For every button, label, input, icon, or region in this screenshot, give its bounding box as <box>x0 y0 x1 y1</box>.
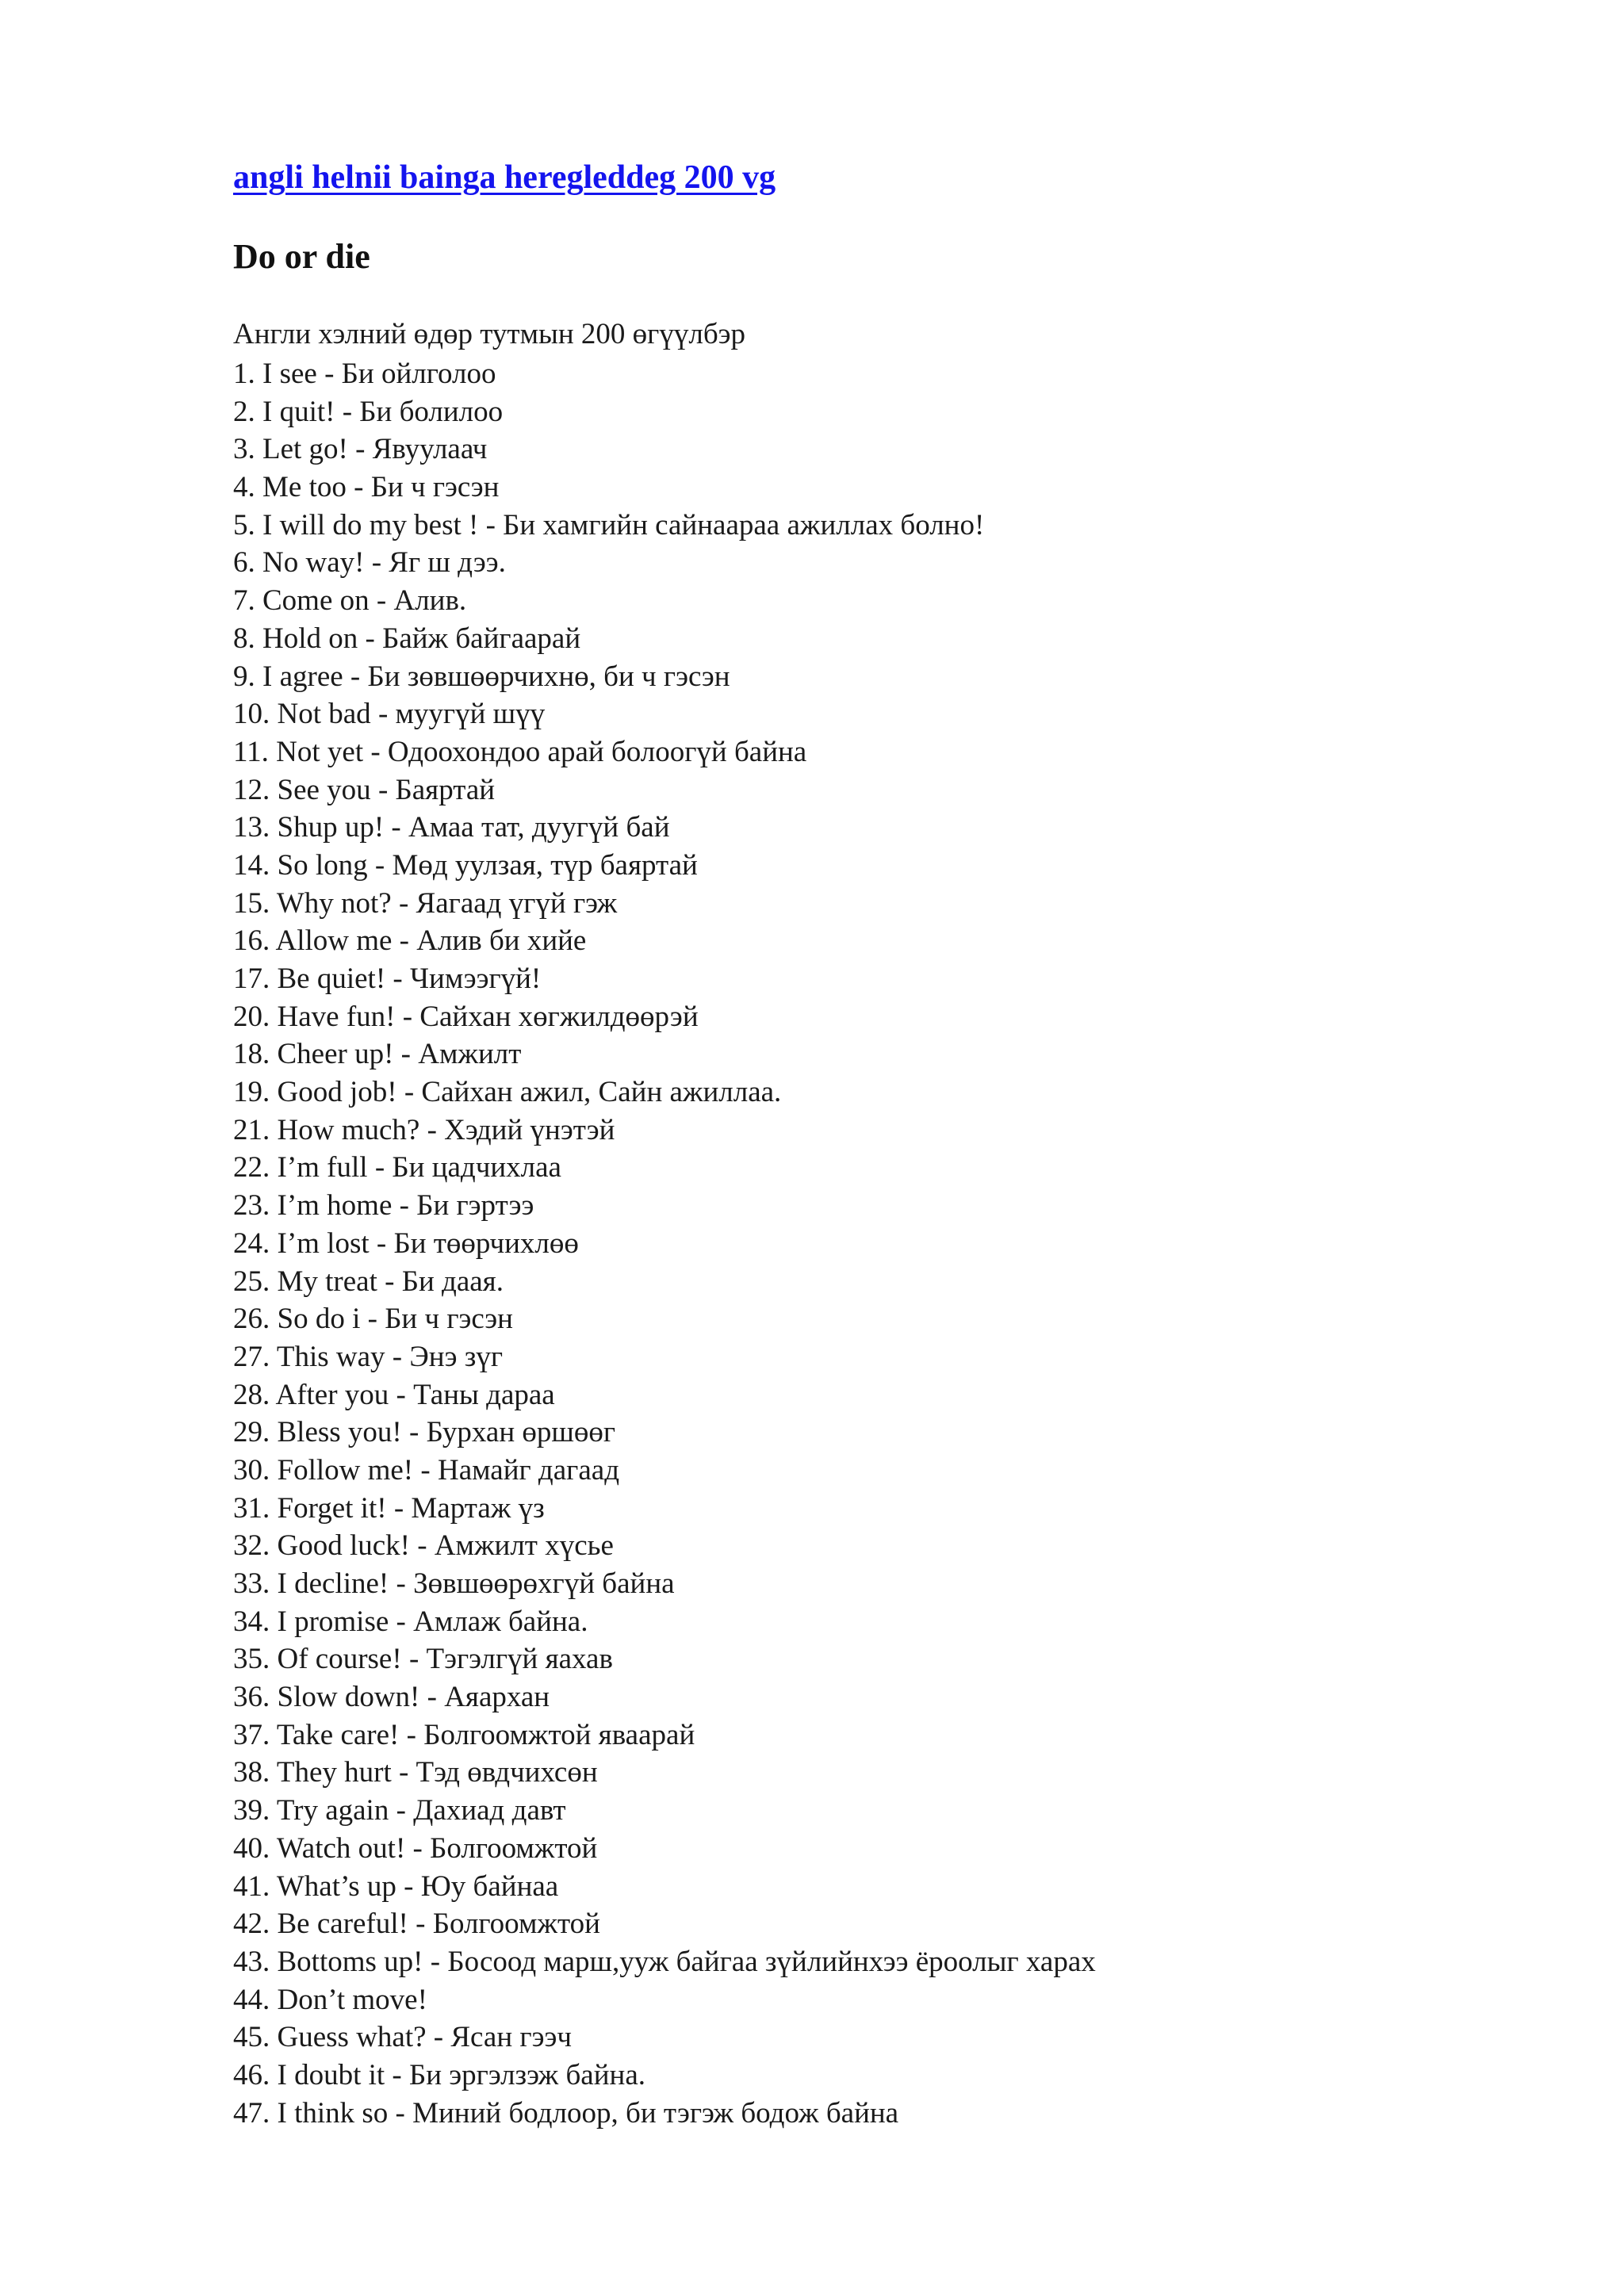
phrase-separator <box>363 736 388 768</box>
phrase-separator <box>395 1001 419 1033</box>
phrase-english: I think so <box>277 2096 389 2130</box>
phrase-mongolian: Аяархан <box>444 1681 550 1714</box>
phrase-mongolian: Алив би хийе <box>416 924 587 958</box>
phrase-separator <box>419 1114 444 1146</box>
phrase-item <box>233 1527 1096 1565</box>
phrase-item <box>233 1603 1096 1641</box>
phrase-mongolian: Би ойлголоо <box>341 358 496 390</box>
phrase-english: So long <box>277 848 368 882</box>
phrase-number: 38. <box>233 1756 270 1789</box>
phrase-mongolian: Тэгэлгүй яахав <box>426 1643 613 1676</box>
phrase-english: Let go! <box>262 433 348 466</box>
phrase-english: Why not? <box>276 886 392 920</box>
phrase-english: Take care! <box>276 1718 400 1751</box>
phrase-number: 43. <box>233 1945 270 1978</box>
phrase-english: What’s up <box>276 1869 396 1903</box>
phrase-separator <box>387 1492 412 1525</box>
phrase-english: Me too <box>262 471 347 504</box>
phrase-separator <box>419 1681 444 1713</box>
intro-line: Англи хэлний өдөр тутмын 200 өгүүлбэр <box>233 318 746 350</box>
phrase-number: 5. <box>233 508 255 541</box>
phrase-item <box>233 1678 1096 1716</box>
phrase-item <box>233 1981 1096 2019</box>
phrase-english: I’m lost <box>277 1226 370 1260</box>
phrase-mongolian: Энэ зүг <box>409 1340 504 1373</box>
phrase-item <box>233 2095 1096 2133</box>
phrase-separator <box>389 1605 413 1638</box>
phrase-separator <box>385 962 410 995</box>
phrase-mongolian: Би гэртээ <box>416 1189 534 1223</box>
phrase-number: 18. <box>233 1038 270 1071</box>
phrase-english: I quit! <box>262 395 335 428</box>
phrase-english: So do i <box>277 1303 361 1336</box>
phrase-mongolian: Амаа тат, дуугүй бай <box>408 811 670 844</box>
phrase-separator <box>343 660 368 693</box>
phrase-number: 20. <box>233 1000 270 1033</box>
phrase-english: See you <box>277 773 371 806</box>
phrase-mongolian: Би цадчихлаа <box>392 1151 561 1184</box>
phrase-number: 27. <box>233 1340 270 1373</box>
phrase-item <box>233 544 1096 582</box>
phrase-mongolian: Бурхан өршөөг <box>426 1416 616 1449</box>
phrase-separator <box>384 811 408 844</box>
phrase-item <box>233 847 1096 885</box>
phrase-mongolian: Болгоомжтой <box>432 1908 600 1941</box>
phrase-number: 40. <box>233 1831 270 1865</box>
phrase-number: 41. <box>233 1869 270 1903</box>
phrase-english: Good luck! <box>277 1529 410 1563</box>
phrase-english: Come on <box>262 584 370 618</box>
phrase-mongolian: Тэд өвдчихсөн <box>416 1756 598 1789</box>
phrase-item <box>233 620 1096 658</box>
phrase-separator <box>397 1076 422 1108</box>
phrase-number: 10. <box>233 698 270 731</box>
phrase-mongolian: Байж байгаарай <box>382 622 581 655</box>
phrase-mongolian: Болгоомжтой <box>430 1831 598 1865</box>
subtitle-heading: Do or die <box>233 237 370 276</box>
phrase-english: Don’t move! <box>277 1983 427 2016</box>
phrase-number: 39. <box>233 1794 270 1827</box>
phrase-mongolian: Чимээгүй! <box>409 962 542 995</box>
phrase-item <box>233 2019 1096 2057</box>
phrase-number: 15. <box>233 886 270 920</box>
phrase-mongolian: Юу байнаа <box>420 1869 559 1903</box>
phrase-mongolian: Амлаж байна. <box>413 1605 588 1638</box>
phrase-english: I will do my best ! <box>262 508 479 541</box>
phrase-item <box>233 1943 1096 1981</box>
phrase-mongolian: Хэдий үнэтэй <box>444 1113 615 1146</box>
phrase-number: 17. <box>233 962 270 995</box>
phrase-item <box>233 1830 1096 1868</box>
phrase-separator <box>393 1038 418 1070</box>
phrase-mongolian: Сайхан ажил, Сайн ажиллаа. <box>421 1076 782 1109</box>
phrase-mongolian: Яагаад үгүй гэж <box>416 886 618 920</box>
phrase-english: Have fun! <box>277 1000 396 1033</box>
phrase-english: Watch out! <box>276 1831 406 1865</box>
phrase-item <box>233 1338 1096 1376</box>
phrase-item <box>233 1149 1096 1187</box>
phrase-english: How much? <box>277 1113 420 1146</box>
phrase-mongolian: Явуулаач <box>372 433 488 466</box>
phrase-english: Try again <box>276 1794 389 1827</box>
phrase-separator <box>368 1151 393 1184</box>
phrase-separator <box>389 1567 413 1600</box>
phrase-number: 23. <box>233 1189 270 1223</box>
phrase-separator <box>347 471 371 503</box>
phrase-mongolian: Сайхан хөгжилдөөрэй <box>419 1000 699 1033</box>
phrase-separator <box>389 1794 413 1827</box>
phrase-number: 46. <box>233 2058 270 2091</box>
phrase-mongolian: Би төөрчихлөө <box>393 1226 579 1260</box>
phrase-number: 12. <box>233 773 270 806</box>
phrase-english: Slow down! <box>277 1681 420 1714</box>
phrase-number: 3. <box>233 433 255 466</box>
phrase-item <box>233 771 1096 809</box>
phrase-number: 44. <box>233 1983 270 2016</box>
phrase-separator <box>427 2021 451 2053</box>
phrase-item <box>233 1187 1096 1225</box>
phrase-mongolian: муугүй шүү <box>395 698 546 731</box>
phrase-english: Forget it! <box>277 1491 387 1525</box>
phrase-number: 1. <box>233 358 255 390</box>
phrase-separator <box>377 1265 402 1298</box>
phrase-mongolian: Амжилт хүсье <box>434 1529 614 1563</box>
phrase-number: 37. <box>233 1718 270 1751</box>
phrase-separator <box>371 774 396 806</box>
phrase-separator <box>385 2059 409 2091</box>
phrase-separator <box>388 2097 412 2130</box>
phrase-separator <box>348 433 373 465</box>
phrase-separator <box>413 1454 438 1487</box>
phrase-english: Good job! <box>277 1076 397 1109</box>
phrase-mongolian: Би ч гэсэн <box>370 471 500 504</box>
phrase-mongolian: Зөвшөөрөхгүй байна <box>413 1567 675 1600</box>
phrase-mongolian: Мөд уулзая, түр баяртай <box>392 848 698 882</box>
phrase-english: Allow me <box>275 924 393 958</box>
phrase-english: Of course! <box>277 1643 402 1676</box>
phrase-item <box>233 582 1096 620</box>
phrase-mongolian: Би хамгийн сайнаараа ажиллах болно! <box>503 508 985 541</box>
phrase-english: Be quiet! <box>277 962 386 995</box>
phrase-english: This way <box>276 1340 385 1373</box>
phrase-item <box>233 430 1096 469</box>
phrase-english: Not bad <box>277 698 371 731</box>
phrase-mongolian: Алив. <box>393 584 467 618</box>
phrase-separator <box>370 1227 394 1260</box>
phrase-english: I’m home <box>277 1189 393 1223</box>
phrase-number: 47. <box>233 2096 270 2130</box>
phrase-item <box>233 469 1096 507</box>
phrase-item <box>233 1073 1096 1112</box>
phrase-separator <box>399 1719 423 1751</box>
title-link[interactable]: angli helnii bainga heregleddeg 200 vg <box>233 159 776 196</box>
phrase-separator <box>370 584 394 617</box>
phrase-separator <box>368 849 393 882</box>
phrase-number: 7. <box>233 584 255 618</box>
phrase-mongolian: Болгоомжтой яваарай <box>423 1718 695 1751</box>
phrase-item <box>233 1640 1096 1678</box>
phrase-number: 32. <box>233 1529 270 1563</box>
phrase-mongolian: Амжилт <box>418 1038 522 1071</box>
phrase-number: 35. <box>233 1643 270 1676</box>
phrase-mongolian: Би даая. <box>401 1265 504 1298</box>
phrase-english: Be careful! <box>277 1908 408 1941</box>
phrase-item <box>233 1035 1096 1073</box>
phrase-number: 25. <box>233 1265 270 1298</box>
phrase-number: 24. <box>233 1226 270 1260</box>
phrase-number: 2. <box>233 395 255 428</box>
phrase-mongolian: Миний бодлоор, би тэгэж бодож байна <box>412 2096 899 2130</box>
phrase-item <box>233 2057 1096 2095</box>
phrase-separator <box>392 1189 416 1222</box>
phrase-separator <box>410 1529 435 1562</box>
phrase-separator <box>392 1756 416 1789</box>
phrase-item <box>233 1490 1096 1528</box>
phrase-number: 13. <box>233 811 270 844</box>
phrase-separator <box>396 1870 421 1903</box>
phrase-separator <box>364 546 389 579</box>
phrase-number: 28. <box>233 1378 270 1411</box>
phrase-mongolian: Би болилоо <box>359 395 504 428</box>
phrase-number: 22. <box>233 1151 270 1184</box>
phrase-item <box>233 1754 1096 1792</box>
phrase-number: 19. <box>233 1076 270 1109</box>
phrase-mongolian: Би эргэлзэж байна. <box>409 2058 645 2091</box>
phrase-list <box>233 355 1096 2132</box>
phrase-separator <box>317 358 342 390</box>
phrase-english: I promise <box>277 1605 389 1638</box>
phrase-english: I decline! <box>277 1567 389 1600</box>
phrase-english: Not yet <box>276 735 364 768</box>
phrase-mongolian: Дахиад давт <box>413 1794 566 1827</box>
phrase-mongolian: Мартаж үз <box>411 1491 545 1525</box>
phrase-number: 4. <box>233 471 255 504</box>
phrase-english: Hold on <box>262 622 358 655</box>
phrase-english: Follow me! <box>277 1453 414 1487</box>
phrase-item <box>233 1452 1096 1490</box>
phrase-number: 9. <box>233 660 255 693</box>
phrase-number: 26. <box>233 1303 270 1336</box>
phrase-number: 16. <box>233 924 270 958</box>
phrase-separator <box>385 1341 410 1373</box>
phrase-item <box>233 658 1096 696</box>
phrase-english: I agree <box>262 660 343 693</box>
phrase-number: 31. <box>233 1491 270 1525</box>
phrase-item <box>233 1905 1096 1943</box>
phrase-item <box>233 1414 1096 1452</box>
phrase-item <box>233 1225 1096 1263</box>
phrase-item <box>233 998 1096 1036</box>
phrase-number: 36. <box>233 1681 270 1714</box>
phrase-separator <box>423 1946 448 1978</box>
phrase-number: 45. <box>233 2021 270 2054</box>
phrase-item <box>233 507 1096 545</box>
phrase-english: Cheer up! <box>277 1038 394 1071</box>
phrase-item <box>233 1300 1096 1338</box>
phrase-english: I’m full <box>277 1151 368 1184</box>
phrase-number: 14. <box>233 848 270 882</box>
phrase-mongolian: Яг ш дээ. <box>389 546 506 580</box>
phrase-number: 42. <box>233 1908 270 1941</box>
phrase-number: 11. <box>233 735 269 768</box>
phrase-mongolian: Би ч гэсэн <box>385 1303 513 1336</box>
phrase-english: No way! <box>262 546 365 580</box>
phrase-item <box>233 1263 1096 1301</box>
phrase-english: Bless you! <box>277 1416 402 1449</box>
phrase-number: 30. <box>233 1453 270 1487</box>
phrase-separator <box>402 1643 427 1675</box>
phrase-item <box>233 1112 1096 1150</box>
phrase-english: Guess what? <box>277 2021 427 2054</box>
phrase-number: 33. <box>233 1567 270 1600</box>
phrase-separator <box>371 698 396 730</box>
phrase-number: 34. <box>233 1605 270 1638</box>
phrase-separator <box>392 924 416 957</box>
phrase-english: They hurt <box>276 1756 392 1789</box>
phrase-english: I doubt it <box>277 2058 385 2091</box>
phrase-mongolian: Ясан гээч <box>450 2021 572 2054</box>
phrase-separator <box>392 887 416 920</box>
phrase-item <box>233 695 1096 733</box>
phrase-item <box>233 922 1096 960</box>
phrase-separator <box>335 396 359 428</box>
phrase-number: 29. <box>233 1416 270 1449</box>
phrase-separator <box>389 1379 413 1411</box>
phrase-english: I see <box>262 358 317 390</box>
phrase-item <box>233 393 1096 431</box>
phrase-separator <box>408 1908 433 1940</box>
phrase-english: After you <box>275 1378 389 1411</box>
phrase-separator <box>402 1416 427 1448</box>
phrase-item <box>233 733 1096 771</box>
phrase-item <box>233 1716 1096 1755</box>
phrase-separator <box>478 509 503 541</box>
phrase-item <box>233 885 1096 923</box>
phrase-item <box>233 355 1096 393</box>
phrase-english: Bottoms up! <box>277 1945 423 1978</box>
phrase-item <box>233 809 1096 847</box>
phrase-english: My treat <box>277 1265 377 1298</box>
phrase-mongolian: Одоохондоо арай болоогүй байна <box>387 735 807 768</box>
phrase-item <box>233 1868 1096 1906</box>
phrase-item <box>233 1792 1096 1830</box>
phrase-number: 8. <box>233 622 255 655</box>
phrase-separator <box>405 1832 430 1865</box>
phrase-item <box>233 1376 1096 1414</box>
phrase-mongolian: Таны дараа <box>413 1378 555 1411</box>
phrase-mongolian: Баяртай <box>395 773 496 806</box>
phrase-number: 6. <box>233 546 255 580</box>
phrase-mongolian: Би зөвшөөрчихнө, би ч гэсэн <box>367 660 730 693</box>
phrase-separator <box>358 622 382 655</box>
phrase-item <box>233 960 1096 998</box>
phrase-separator <box>360 1303 385 1335</box>
phrase-number: 21. <box>233 1113 270 1146</box>
phrase-english: Shup up! <box>277 811 385 844</box>
phrase-mongolian: Босоод марш,ууж байгаа зүйлийнхээ ёроолыг харах <box>447 1945 1096 1978</box>
phrase-item <box>233 1565 1096 1603</box>
phrase-mongolian: Намайг дагаад <box>437 1453 620 1487</box>
